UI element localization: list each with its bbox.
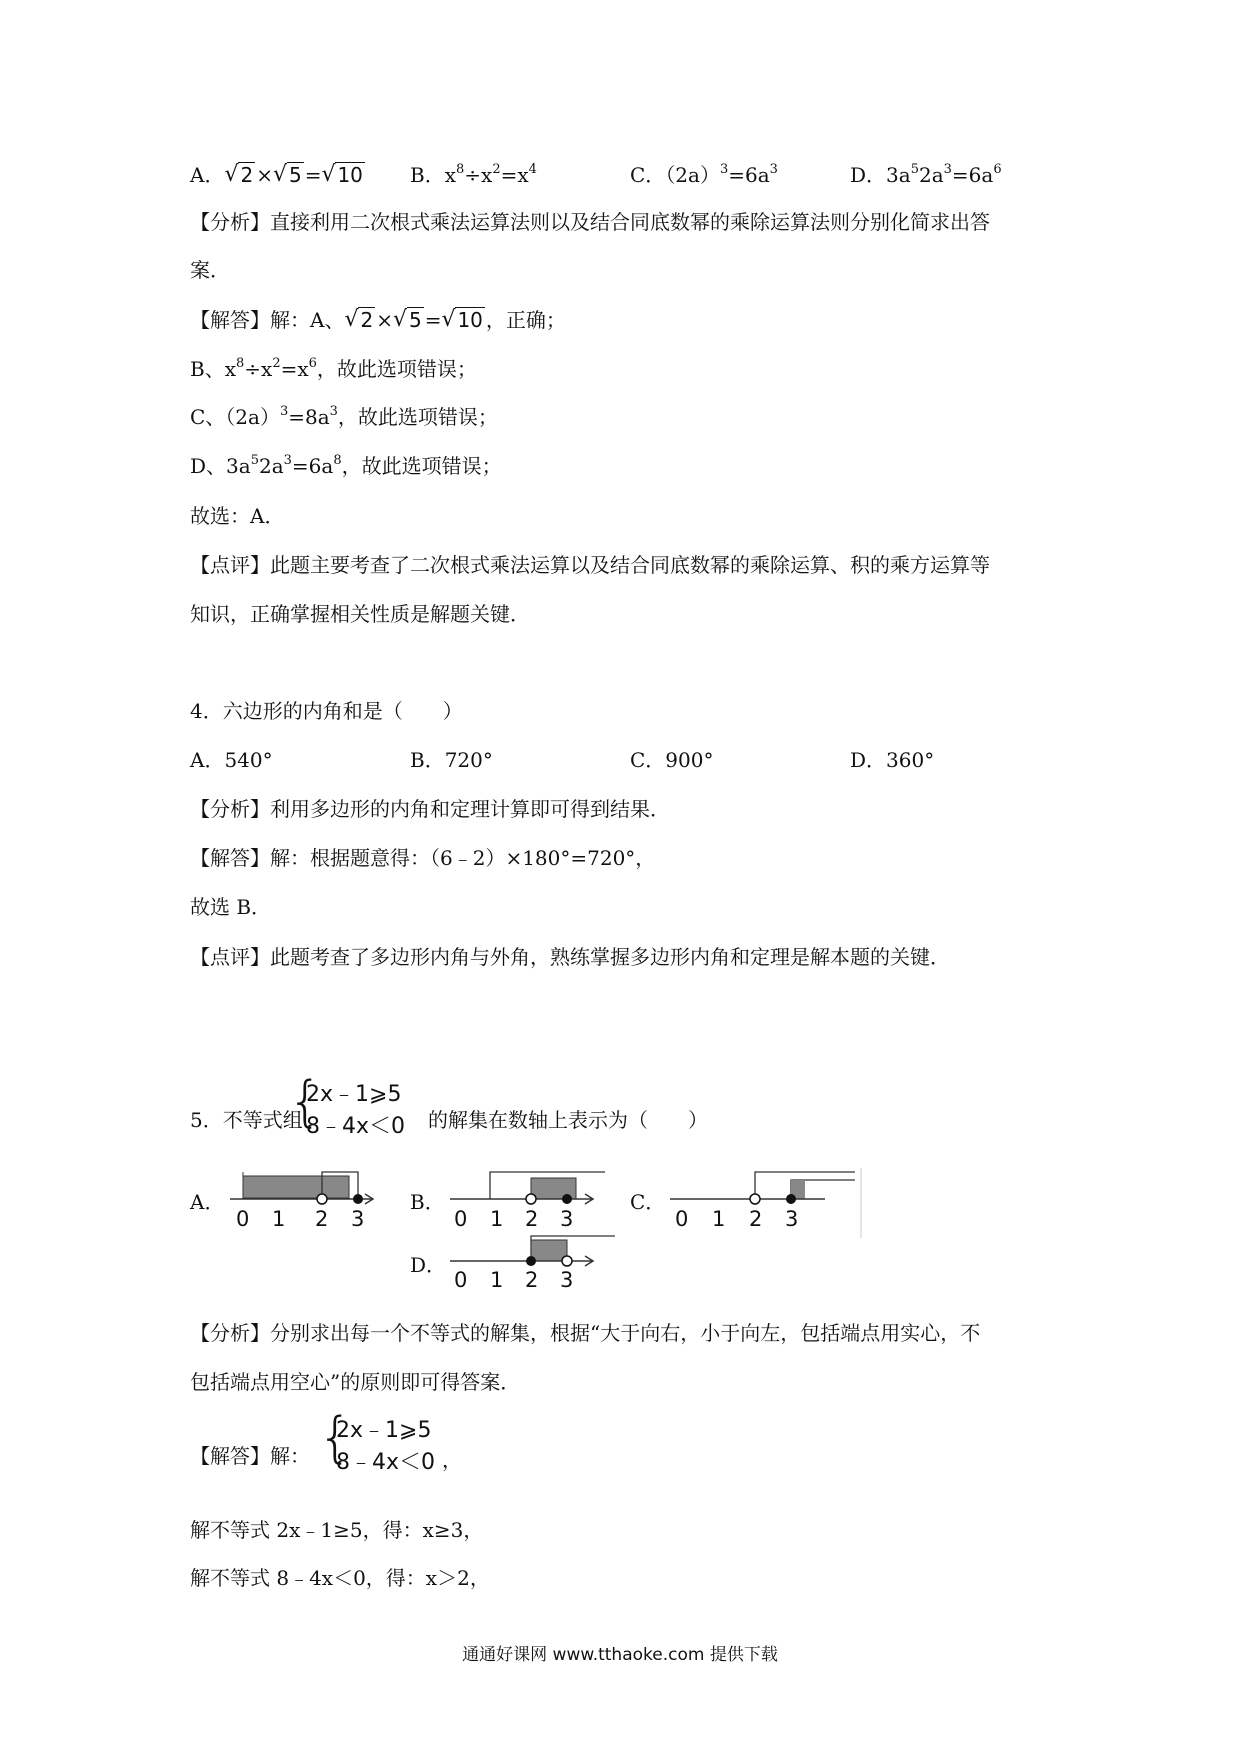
q4-option-a: A．540° xyxy=(190,748,273,772)
q4-comment: 【点评】此题考查了多边形内角与外角，熟练掌握多边形内角和定理是解本题的关键． xyxy=(190,945,950,969)
q3-option-c: C．$(2a)^3=6a^3$ xyxy=(630,162,778,187)
tick-label: 2 xyxy=(315,1207,329,1231)
solid-dot xyxy=(353,1194,363,1204)
tick-label: 3 xyxy=(351,1207,365,1231)
q5-stem-post: 的解集在数轴上表示为（ ） xyxy=(428,1108,708,1132)
q3-option-d: D．$3a^52a^3=6a^6$ xyxy=(850,162,1002,187)
q5-solve1: 解不等式 2x﹣1≥5，得：x≥3， xyxy=(190,1518,484,1542)
tick-label: 3 xyxy=(560,1268,574,1292)
open-dot xyxy=(562,1256,572,1266)
q5-analysis-line2: 包括端点用空心”的原则即可得答案． xyxy=(190,1370,521,1394)
q3-option-a: A． √ 2 × √ 5 = √ 10 xyxy=(190,162,363,187)
tick-label: 0 xyxy=(454,1268,468,1292)
tick-label: 0 xyxy=(454,1207,468,1231)
sqrt-symbol: √ 2 xyxy=(224,162,254,187)
q4-stem: 4．六边形的内角和是（ ） xyxy=(190,699,463,723)
q3-analysis-line1: 【分析】直接利用二次根式乘法运算法则以及结合同底数幂的乘除运算法则分别化简求出答 xyxy=(190,210,990,234)
q3-comment-line1: 【点评】此题主要考查了二次根式乘法运算以及结合同底数幂的乘除运算、积的乘方运算等 xyxy=(190,553,990,577)
solid-dot xyxy=(562,1194,572,1204)
q3-choose: 故选：A． xyxy=(190,504,285,528)
shade-region xyxy=(243,1176,349,1198)
tick-label: 0 xyxy=(675,1207,689,1231)
q5-option-c-label: C． xyxy=(630,1190,666,1214)
q5-option-b-label: B． xyxy=(410,1190,445,1214)
q5-analysis-line1: 【分析】分别求出每一个不等式的解集，根据“大于向右，小于向左，包括端点用实心，不 xyxy=(190,1321,981,1345)
q4-option-c: C．900° xyxy=(630,748,714,772)
tick-label: 1 xyxy=(490,1268,504,1292)
q3-answer-a: 【解答】解：A、 √ 2 × √ 5 = √ 10 ，正确； xyxy=(190,307,566,332)
tick-label: 2 xyxy=(525,1268,539,1292)
q5-answer-post: ， xyxy=(442,1448,462,1472)
q3-answer-d: D、$3a^52a^3=6a^8$，故此选项错误； xyxy=(190,453,502,478)
tick-label: 3 xyxy=(785,1207,799,1231)
shade-region xyxy=(531,1240,567,1261)
tick-label: 0 xyxy=(236,1207,250,1231)
tick-label: 1 xyxy=(272,1207,286,1231)
q3-answer-b: B、$x^8\div x^2=x^6$，故此选项错误； xyxy=(190,356,477,381)
q5-option-c-numberline xyxy=(665,1168,865,1243)
tick-label: 1 xyxy=(490,1207,504,1231)
tick-label: 3 xyxy=(560,1207,574,1231)
q5-option-d-label: D． xyxy=(410,1253,447,1277)
q5-option-a-numberline xyxy=(225,1168,385,1243)
brace-icon: { xyxy=(288,1070,323,1133)
tick-label: 2 xyxy=(749,1207,763,1231)
q5-option-a-label: A． xyxy=(190,1190,225,1214)
q5-answer-pre: 【解答】解： xyxy=(190,1444,310,1468)
q3-comment-line2: 知识，正确掌握相关性质是解题关键． xyxy=(190,602,530,626)
q5-answer-system: { 2x﹣1⩾5 8﹣4x＜0 xyxy=(318,1406,436,1475)
q4-answer: 【解答】解：根据题意得：（6﹣2）×180°=720°， xyxy=(190,846,656,870)
q4-analysis: 【分析】利用多边形的内角和定理计算即可得到结果． xyxy=(190,797,670,821)
open-dot xyxy=(317,1194,327,1204)
solid-dot xyxy=(786,1194,796,1204)
q5-option-d-numberline xyxy=(445,1232,615,1299)
solid-dot xyxy=(526,1256,536,1266)
tick-label: 2 xyxy=(525,1207,539,1231)
brace-icon: { xyxy=(318,1406,353,1469)
q3-analysis-line2: 案． xyxy=(190,258,230,282)
q3-answer-c: C、$(2a)^3=8a^3$，故此选项错误； xyxy=(190,404,498,429)
q5-inequality-system: { 2x﹣1⩾5 8﹣4x＜0 xyxy=(288,1070,406,1139)
q4-option-d: D．360° xyxy=(850,748,935,772)
q4-option-b: B．720° xyxy=(410,748,493,772)
q5-stem-pre: 5．不等式组 xyxy=(190,1108,303,1132)
tick-label: 1 xyxy=(712,1207,726,1231)
page-footer: 通通好课网 www.tthaoke.com 提供下载 xyxy=(462,1645,778,1665)
open-dot xyxy=(750,1194,760,1204)
q3-option-b: B．$x^8\div x^2=x^4$ xyxy=(410,162,537,187)
q5-solve2: 解不等式 8﹣4x＜0，得：x＞2， xyxy=(190,1566,490,1590)
q4-choose: 故选 B． xyxy=(190,895,272,919)
open-dot xyxy=(526,1194,536,1204)
